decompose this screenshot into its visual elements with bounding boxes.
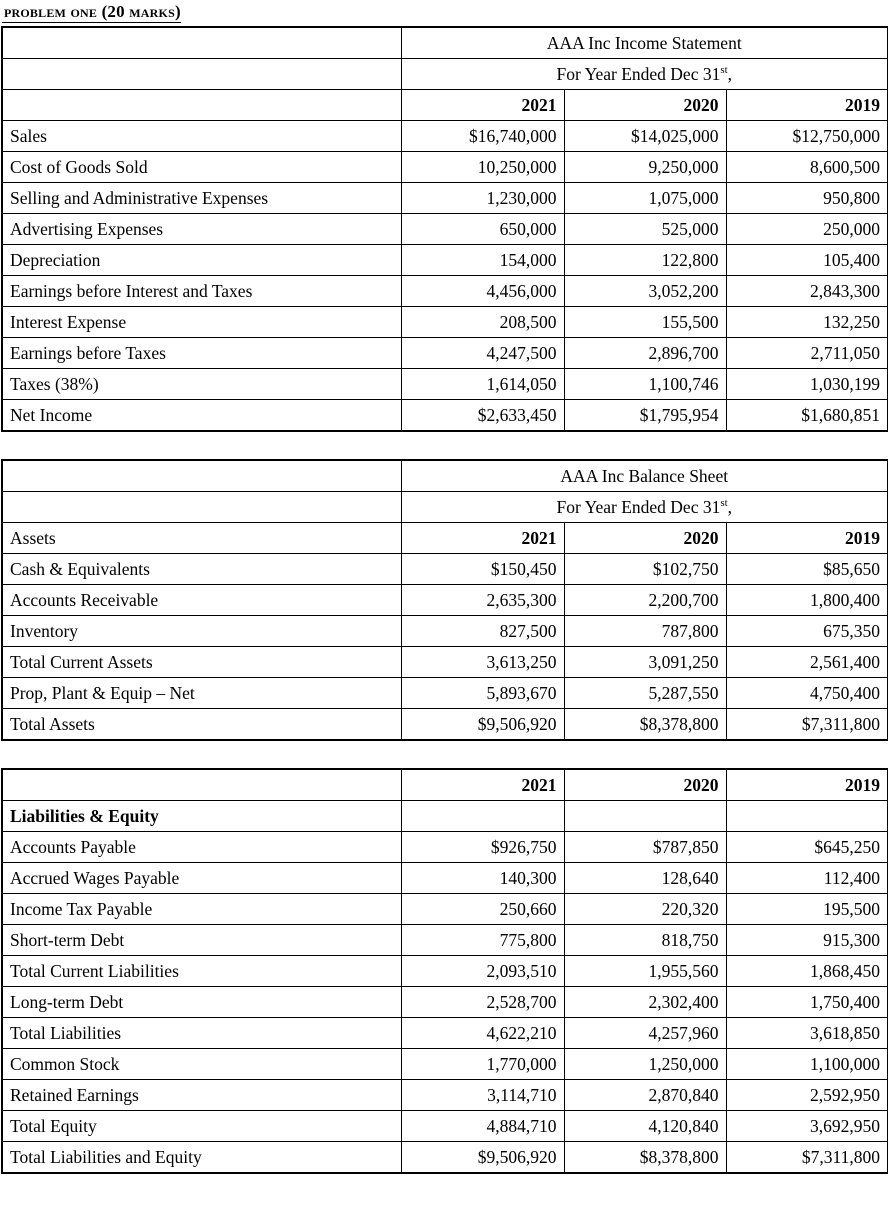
row-value: 5,893,670	[401, 678, 564, 709]
problem-heading-wrap	[0, 0, 888, 23]
subtitle-text: For Year Ended Dec 31	[556, 63, 721, 84]
row-value: 112,400	[726, 863, 888, 894]
row-value: 1,100,000	[726, 1049, 888, 1080]
table-row	[2, 678, 888, 709]
row-label: Total Liabilities and Equity	[2, 1142, 401, 1174]
spacer-cell	[2, 492, 401, 523]
row-label: Taxes (38%)	[2, 369, 401, 400]
row-label: Earnings before Taxes	[2, 338, 401, 369]
row-value: 4,884,710	[401, 1111, 564, 1142]
table-row	[2, 183, 888, 214]
row-value: $14,025,000	[564, 121, 726, 152]
row-value: $102,750	[564, 554, 726, 585]
row-value: $8,378,800	[564, 1142, 726, 1174]
row-value: 2,561,400	[726, 647, 888, 678]
row-label: Total Assets	[2, 709, 401, 741]
spacer-cell	[2, 27, 401, 59]
row-value: $2,633,450	[401, 400, 564, 432]
row-label: Total Current Liabilities	[2, 956, 401, 987]
row-value: 2,870,840	[564, 1080, 726, 1111]
row-label: Cash & Equivalents	[2, 554, 401, 585]
row-value: 4,750,400	[726, 678, 888, 709]
row-value: 818,750	[564, 925, 726, 956]
liabilities-section-label: Liabilities & Equity	[2, 801, 401, 832]
row-label: Inventory	[2, 616, 401, 647]
column-header-year: 2020	[564, 523, 726, 554]
spacer-cell	[2, 59, 401, 90]
row-label: Income Tax Payable	[2, 894, 401, 925]
table-subtitle-row	[2, 492, 888, 523]
table-gap	[0, 432, 888, 459]
table-row	[2, 832, 888, 863]
row-value: 195,500	[726, 894, 888, 925]
table-gap	[0, 741, 888, 768]
row-value: 915,300	[726, 925, 888, 956]
spacer-cell	[2, 460, 401, 492]
row-value: 525,000	[564, 214, 726, 245]
table-row	[2, 925, 888, 956]
table-row	[2, 1111, 888, 1142]
row-value: 775,800	[401, 925, 564, 956]
row-label: Common Stock	[2, 1049, 401, 1080]
row-label: Sales	[2, 121, 401, 152]
row-label: Retained Earnings	[2, 1080, 401, 1111]
row-label: Total Equity	[2, 1111, 401, 1142]
section-header-row	[2, 801, 888, 832]
column-header-year: 2021	[401, 769, 564, 801]
income-statement-body	[2, 27, 888, 431]
row-value: 1,614,050	[401, 369, 564, 400]
row-value: 122,800	[564, 245, 726, 276]
balance-sheet-assets-table	[1, 459, 888, 741]
ordinal-suffix: st	[720, 496, 728, 509]
row-label: Prop, Plant & Equip – Net	[2, 678, 401, 709]
row-value	[564, 801, 726, 832]
ordinal-suffix: st	[720, 63, 728, 76]
row-value: 1,250,000	[564, 1049, 726, 1080]
row-value: $787,850	[564, 832, 726, 863]
row-value: 2,093,510	[401, 956, 564, 987]
row-value: 4,247,500	[401, 338, 564, 369]
table-row	[2, 585, 888, 616]
table-row	[2, 1080, 888, 1111]
row-value: 1,955,560	[564, 956, 726, 987]
table-title-row	[2, 460, 888, 492]
row-value: 2,302,400	[564, 987, 726, 1018]
row-label: Depreciation	[2, 245, 401, 276]
row-value: $150,450	[401, 554, 564, 585]
balance-sheet-assets-body	[2, 460, 888, 740]
row-value: 154,000	[401, 245, 564, 276]
income-statement-table	[1, 26, 888, 432]
column-header-year: 2019	[726, 90, 888, 121]
row-value: 5,287,550	[564, 678, 726, 709]
row-label: Accounts Receivable	[2, 585, 401, 616]
row-value: $85,650	[726, 554, 888, 585]
row-value: 1,230,000	[401, 183, 564, 214]
column-header-year: 2021	[401, 90, 564, 121]
row-value: 250,660	[401, 894, 564, 925]
column-header-year: 2020	[564, 769, 726, 801]
row-value: 1,770,000	[401, 1049, 564, 1080]
table-row	[2, 245, 888, 276]
row-value: 128,640	[564, 863, 726, 894]
row-label: Interest Expense	[2, 307, 401, 338]
row-value: 220,320	[564, 894, 726, 925]
row-label: Total Liabilities	[2, 1018, 401, 1049]
year-header-row	[2, 769, 888, 801]
column-header-year: 2020	[564, 90, 726, 121]
table-row	[2, 709, 888, 741]
row-label: Accounts Payable	[2, 832, 401, 863]
table-row	[2, 1142, 888, 1174]
row-value: $645,250	[726, 832, 888, 863]
row-value: 1,030,199	[726, 369, 888, 400]
assets-section-label: Assets	[2, 523, 401, 554]
column-header-year: 2019	[726, 523, 888, 554]
row-value: $12,750,000	[726, 121, 888, 152]
income-statement-title: AAA Inc Income Statement	[401, 27, 888, 59]
balance-sheet-title: AAA Inc Balance Sheet	[401, 460, 888, 492]
row-value: 2,635,300	[401, 585, 564, 616]
row-value	[401, 801, 564, 832]
row-value: 3,613,250	[401, 647, 564, 678]
row-value: 3,692,950	[726, 1111, 888, 1142]
row-label: Net Income	[2, 400, 401, 432]
row-label: Selling and Administrative Expenses	[2, 183, 401, 214]
row-value: 3,114,710	[401, 1080, 564, 1111]
table-row	[2, 647, 888, 678]
row-value: 2,200,700	[564, 585, 726, 616]
row-label: Accrued Wages Payable	[2, 863, 401, 894]
row-value: 9,250,000	[564, 152, 726, 183]
row-value: 1,100,746	[564, 369, 726, 400]
row-label: Total Current Assets	[2, 647, 401, 678]
row-value: 2,711,050	[726, 338, 888, 369]
row-label: Earnings before Interest and Taxes	[2, 276, 401, 307]
table-row	[2, 276, 888, 307]
table-row	[2, 214, 888, 245]
balance-sheet-liabilities-table	[1, 768, 888, 1174]
table-row	[2, 369, 888, 400]
row-value: 4,456,000	[401, 276, 564, 307]
row-value: $9,506,920	[401, 1142, 564, 1174]
row-value: 1,075,000	[564, 183, 726, 214]
page-title: problem one (20 marks)	[4, 2, 181, 21]
subtitle-text: For Year Ended Dec 31	[556, 496, 721, 517]
row-value: 132,250	[726, 307, 888, 338]
row-value: 140,300	[401, 863, 564, 894]
row-value: 2,843,300	[726, 276, 888, 307]
row-value	[726, 801, 888, 832]
table-row	[2, 987, 888, 1018]
table-row	[2, 956, 888, 987]
row-value: $7,311,800	[726, 1142, 888, 1174]
row-value: 827,500	[401, 616, 564, 647]
spacer-cell	[2, 769, 401, 801]
row-label: Short-term Debt	[2, 925, 401, 956]
table-row	[2, 1049, 888, 1080]
row-value: 155,500	[564, 307, 726, 338]
table-row	[2, 152, 888, 183]
table-title-row	[2, 27, 888, 59]
row-value: 4,257,960	[564, 1018, 726, 1049]
row-value: 3,052,200	[564, 276, 726, 307]
row-label: Advertising Expenses	[2, 214, 401, 245]
table-row	[2, 616, 888, 647]
table-row	[2, 400, 888, 432]
table-subtitle-row	[2, 59, 888, 90]
subtitle-comma: ,	[727, 496, 732, 517]
row-value: 787,800	[564, 616, 726, 647]
table-row	[2, 121, 888, 152]
column-header-year: 2021	[401, 523, 564, 554]
row-value: 675,350	[726, 616, 888, 647]
row-value: 3,091,250	[564, 647, 726, 678]
balance-sheet-liabilities-body	[2, 769, 888, 1173]
row-value: 250,000	[726, 214, 888, 245]
table-row	[2, 554, 888, 585]
row-value: $1,680,851	[726, 400, 888, 432]
table-row	[2, 307, 888, 338]
row-value: 950,800	[726, 183, 888, 214]
table-row	[2, 894, 888, 925]
income-statement-subtitle	[401, 59, 888, 90]
row-value: 208,500	[401, 307, 564, 338]
row-value: $16,740,000	[401, 121, 564, 152]
row-value: 1,868,450	[726, 956, 888, 987]
subtitle-comma: ,	[727, 63, 732, 84]
column-header-year: 2019	[726, 769, 888, 801]
year-header-row	[2, 523, 888, 554]
row-value: 1,800,400	[726, 585, 888, 616]
row-value: $926,750	[401, 832, 564, 863]
row-value: 650,000	[401, 214, 564, 245]
row-value: 4,622,210	[401, 1018, 564, 1049]
row-value: 8,600,500	[726, 152, 888, 183]
table-row	[2, 338, 888, 369]
row-value: 2,896,700	[564, 338, 726, 369]
table-row	[2, 863, 888, 894]
balance-sheet-subtitle	[401, 492, 888, 523]
row-value: 3,618,850	[726, 1018, 888, 1049]
table-row	[2, 1018, 888, 1049]
row-value: 2,592,950	[726, 1080, 888, 1111]
row-value: 105,400	[726, 245, 888, 276]
row-value: 10,250,000	[401, 152, 564, 183]
spacer-cell	[2, 90, 401, 121]
row-value: $8,378,800	[564, 709, 726, 741]
row-value: $9,506,920	[401, 709, 564, 741]
row-value: 2,528,700	[401, 987, 564, 1018]
row-label: Cost of Goods Sold	[2, 152, 401, 183]
row-value: 4,120,840	[564, 1111, 726, 1142]
row-value: $1,795,954	[564, 400, 726, 432]
year-header-row	[2, 90, 888, 121]
row-label: Long-term Debt	[2, 987, 401, 1018]
row-value: $7,311,800	[726, 709, 888, 741]
row-value: 1,750,400	[726, 987, 888, 1018]
